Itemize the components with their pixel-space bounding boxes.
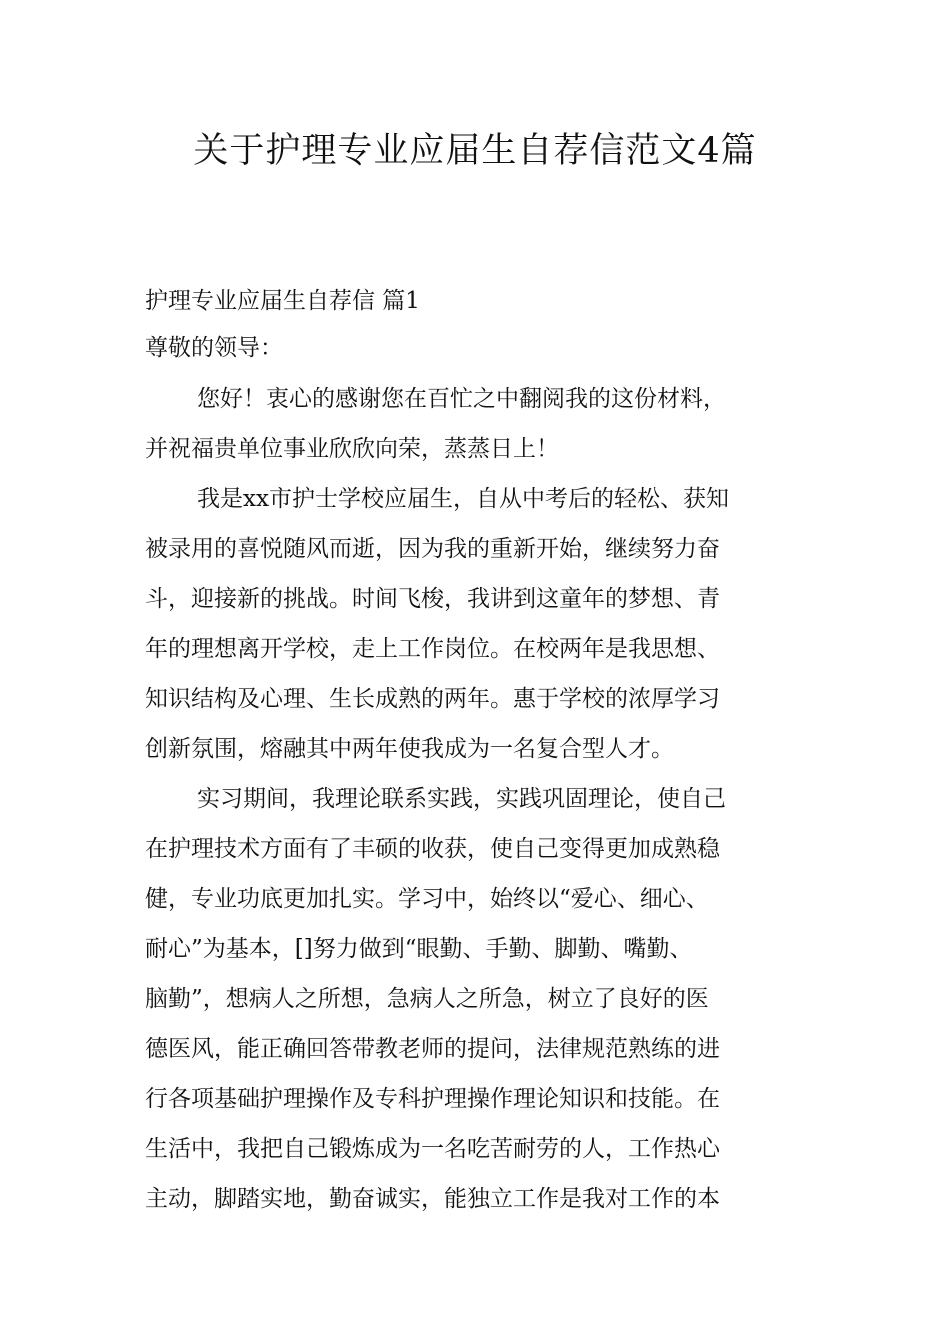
document-title: 关于护理专业应届生自荐信范文4篇 (193, 131, 757, 171)
paragraph-line: 脑勤”，想病人之所想，急病人之所急，树立了良好的医 (145, 986, 709, 1012)
paragraph-line: 生活中，我把自己锻炼成为一名吃苦耐劳的人，工作热心 (145, 1136, 720, 1162)
paragraph-line: 知识结构及心理、生长成熟的两年。惠于学校的浓厚学习 (145, 686, 720, 712)
paragraph-line: 健，专业功底更加扎实。学习中，始终以“爱心、细心、 (145, 886, 709, 912)
paragraph-line: 斗，迎接新的挑战。时间飞梭，我讲到这童年的梦想、青 (145, 586, 720, 612)
paragraph-line: 主动，脚踏实地，勤奋诚实，能独立工作是我对工作的本 (145, 1186, 720, 1212)
paragraph-line: 创新氛围，熔融其中两年使我成为一名复合型人才。 (145, 736, 674, 762)
paragraph-line: 耐心”为基本，[]努力做到“眼勤、手勤、脚勤、嘴勤、 (145, 936, 693, 962)
section-heading: 护理专业应届生自荐信 篇1 (145, 288, 420, 314)
paragraph-line: 被录用的喜悦随风而逝，因为我的重新开始，继续努力奋 (145, 536, 720, 562)
paragraph-line: 您好！衷心的感谢您在百忙之中翻阅我的这份材料， (197, 386, 726, 412)
paragraph-line: 在护理技术方面有了丰硕的收获，使自己变得更加成熟稳 (145, 836, 720, 862)
salutation: 尊敬的领导： (145, 335, 283, 361)
paragraph-line: 年的理想离开学校，走上工作岗位。在校两年是我思想、 (145, 636, 720, 662)
paragraph-line: 并祝福贵单位事业欣欣向荣，蒸蒸日上！ (145, 436, 559, 462)
paragraph-line: 行各项基础护理操作及专科护理操作理论知识和技能。在 (145, 1086, 720, 1112)
paragraph-line: 我是xx市护士学校应届生，自从中考后的轻松、获知 (197, 486, 729, 512)
paragraph-line: 德医风，能正确回答带教老师的提问，法律规范熟练的进 (145, 1036, 720, 1062)
paragraph-line: 实习期间，我理论联系实践，实践巩固理论，使自己 (197, 786, 726, 812)
